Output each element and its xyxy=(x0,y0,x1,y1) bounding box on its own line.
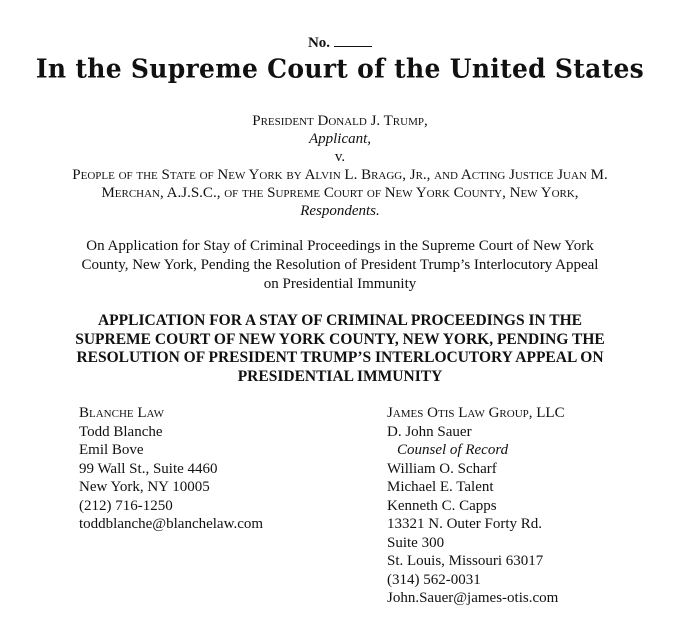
counsel-block-right xyxy=(387,404,565,608)
counsel-left-line: Todd Blanche xyxy=(79,423,163,440)
counsel-right-line: St. Louis, Missouri 63017 xyxy=(387,553,544,569)
applicant-role: Applicant, xyxy=(308,131,372,147)
application-title-line-2: SUPREME COURT OF NEW YORK COUNTY, NEW YORK, PENDING THE xyxy=(75,330,605,348)
counsel-right-attorney: D. John Sauer xyxy=(387,423,472,440)
counsel-right-firm: James Otis Law Group, LLC xyxy=(387,405,565,421)
docket-label: No. xyxy=(307,35,331,51)
on-application-line-2: County, New York, Pending the Resolution of President Trump’s Interlocutory Appeal xyxy=(81,257,599,273)
counsel-right-line: Kenneth C. Capps xyxy=(387,497,497,514)
respondents-line-2: Merchan, A.J.S.C., of the Supreme Court of New York County, New York, xyxy=(101,185,579,201)
application-title xyxy=(30,312,650,386)
counsel-right-line: 13321 N. Outer Forty Rd. xyxy=(387,516,542,532)
applicant-name: President Donald J. Trump, xyxy=(252,113,428,129)
court-title: In the Supreme Court of the United States xyxy=(35,53,645,84)
docket-number-blank xyxy=(334,34,372,47)
counsel-left-email: toddblanche@blanchelaw.com xyxy=(79,516,264,532)
counsel-block-left xyxy=(79,404,263,534)
counsel-left-phone: (212) 716-1250 xyxy=(79,497,173,514)
on-application-statement xyxy=(30,237,650,294)
on-application-line-3: on Presidential Immunity xyxy=(263,276,417,292)
counsel-right-line: Michael E. Talent xyxy=(387,479,494,495)
application-title-line-3: RESOLUTION OF PRESIDENT TRUMP’S INTERLOCUTORY APPEAL ON xyxy=(76,349,604,366)
counsel-left-line: Emil Bove xyxy=(79,442,144,458)
application-title-line-1: APPLICATION FOR A STAY OF CRIMINAL PROCEEDINGS IN THE xyxy=(97,312,583,329)
docket-number xyxy=(0,34,680,52)
respondents-line-1: People of the State of New York by Alvin L. Bragg, Jr., and Acting Justice Juan M. xyxy=(72,167,608,183)
counsel-left-firm: Blanche Law xyxy=(79,405,164,421)
counsel-left-line: 99 Wall St., Suite 4460 xyxy=(79,460,218,477)
counsel-left-line: New York, NY 10005 xyxy=(79,479,210,495)
counsel-right-email: John.Sauer@james-otis.com xyxy=(387,590,559,606)
counsel-of-record: Counsel of Record xyxy=(397,442,509,458)
respondents-role: Respondents. xyxy=(300,203,380,219)
application-title-line-4: PRESIDENTIAL IMMUNITY xyxy=(237,367,443,385)
case-caption xyxy=(20,112,660,220)
counsel-right-line: Suite 300 xyxy=(387,534,445,551)
counsel-right-line: William O. Scharf xyxy=(387,460,497,477)
versus: v. xyxy=(334,149,346,165)
counsel-right-phone: (314) 562-0031 xyxy=(387,571,481,588)
on-application-line-1: On Application for Stay of Criminal Proceedings in the Supreme Court of New York xyxy=(86,238,594,254)
